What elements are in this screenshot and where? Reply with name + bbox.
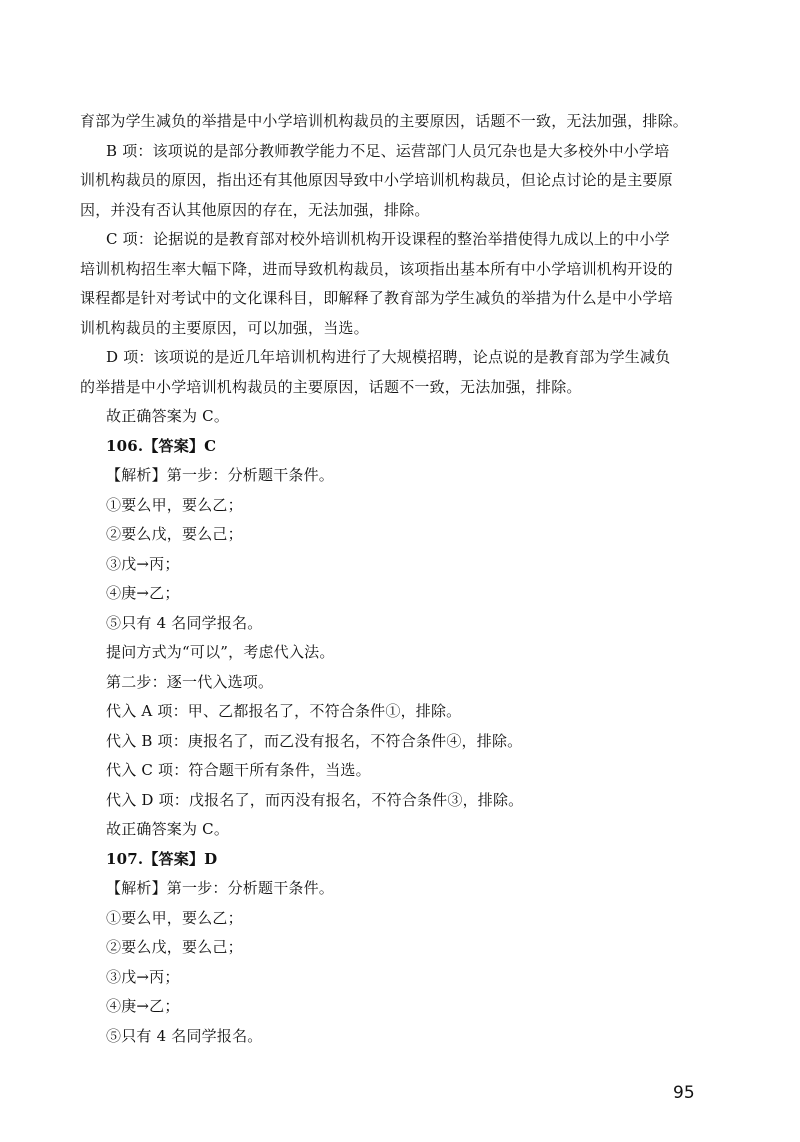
page-number: 95	[673, 1083, 695, 1103]
text-line: 训机构裁员的原因，指出还有其他原因导致中小学培训机构裁员，但论点讨论的是主要原	[80, 171, 673, 189]
condition-line: ①要么甲，要么乙；	[106, 908, 243, 927]
condition-line: ③戊→丙；	[106, 967, 180, 986]
condition-line: ⑤只有 4 名同学报名。	[106, 1026, 263, 1045]
condition-line: ④庚→乙；	[106, 584, 180, 602]
text-line: 育部为学生减负的举措是中小学培训机构裁员的主要原因，话题不一致，无法加强，排除。	[80, 112, 689, 130]
option-d-paragraph-line: D 项：该项说的是近几年培训机构进行了大规模招聘，论点说的是教育部为学生减负	[106, 348, 671, 366]
condition-line: ①要么甲，要么乙；	[106, 495, 243, 514]
question-107-answer-heading: 107.【答案】D	[106, 849, 218, 868]
condition-line: ④庚→乙；	[106, 997, 180, 1015]
answer-conclusion: 故正确答案为 C。	[106, 407, 230, 425]
substitution-line: 代入 C 项：符合题干所有条件，当选。	[106, 761, 371, 779]
text-line: 训机构裁员的主要原因，可以加强，当选。	[80, 318, 369, 337]
option-c-paragraph-line: C 项：论据说的是教育部对校外培训机构开设课程的整治举措使得九成以上的中小学	[106, 230, 670, 248]
text-line: 的举措是中小学培训机构裁员的主要原因，话题不一致，无法加强，排除。	[80, 377, 582, 396]
substitution-line: 代入 A 项：甲、乙都报名了，不符合条件①，排除。	[106, 702, 462, 720]
analysis-heading: 【解析】第一步：分析题干条件。	[106, 466, 335, 484]
answer-conclusion: 故正确答案为 C。	[106, 820, 230, 838]
analysis-heading: 【解析】第一步：分析题干条件。	[106, 879, 335, 897]
condition-line: ②要么戊，要么己；	[106, 525, 243, 543]
question-106-answer-heading: 106.【答案】C	[106, 436, 217, 455]
condition-line: ③戊→丙；	[106, 554, 180, 573]
substitution-line: 代入 D 项：戊报名了，而丙没有报名，不符合条件③，排除。	[106, 790, 524, 809]
condition-line: ⑤只有 4 名同学报名。	[106, 613, 263, 632]
option-b-paragraph-line: B 项：该项说的是部分教师教学能力不足、运营部门人员冗杂也是大多校外中小学培	[106, 141, 670, 160]
condition-line: ②要么戊，要么己；	[106, 938, 243, 956]
substitution-line: 代入 B 项：庚报名了，而乙没有报名，不符合条件④，排除。	[106, 731, 523, 750]
step-heading: 第二步：逐一代入选项。	[106, 672, 274, 691]
text-line: 培训机构招生率大幅下降，进而导致机构裁员，该项指出基本所有中小学培训机构开设的	[80, 259, 673, 278]
text-line: 因，并没有否认其他原因的存在，无法加强，排除。	[80, 200, 430, 219]
document-body	[80, 107, 718, 1051]
text-line: 课程都是针对考试中的文化课科目，即解释了教育部为学生减负的举措为什么是中小学培	[80, 289, 673, 307]
text-line: 提问方式为“可以”，考虑代入法。	[106, 643, 335, 661]
